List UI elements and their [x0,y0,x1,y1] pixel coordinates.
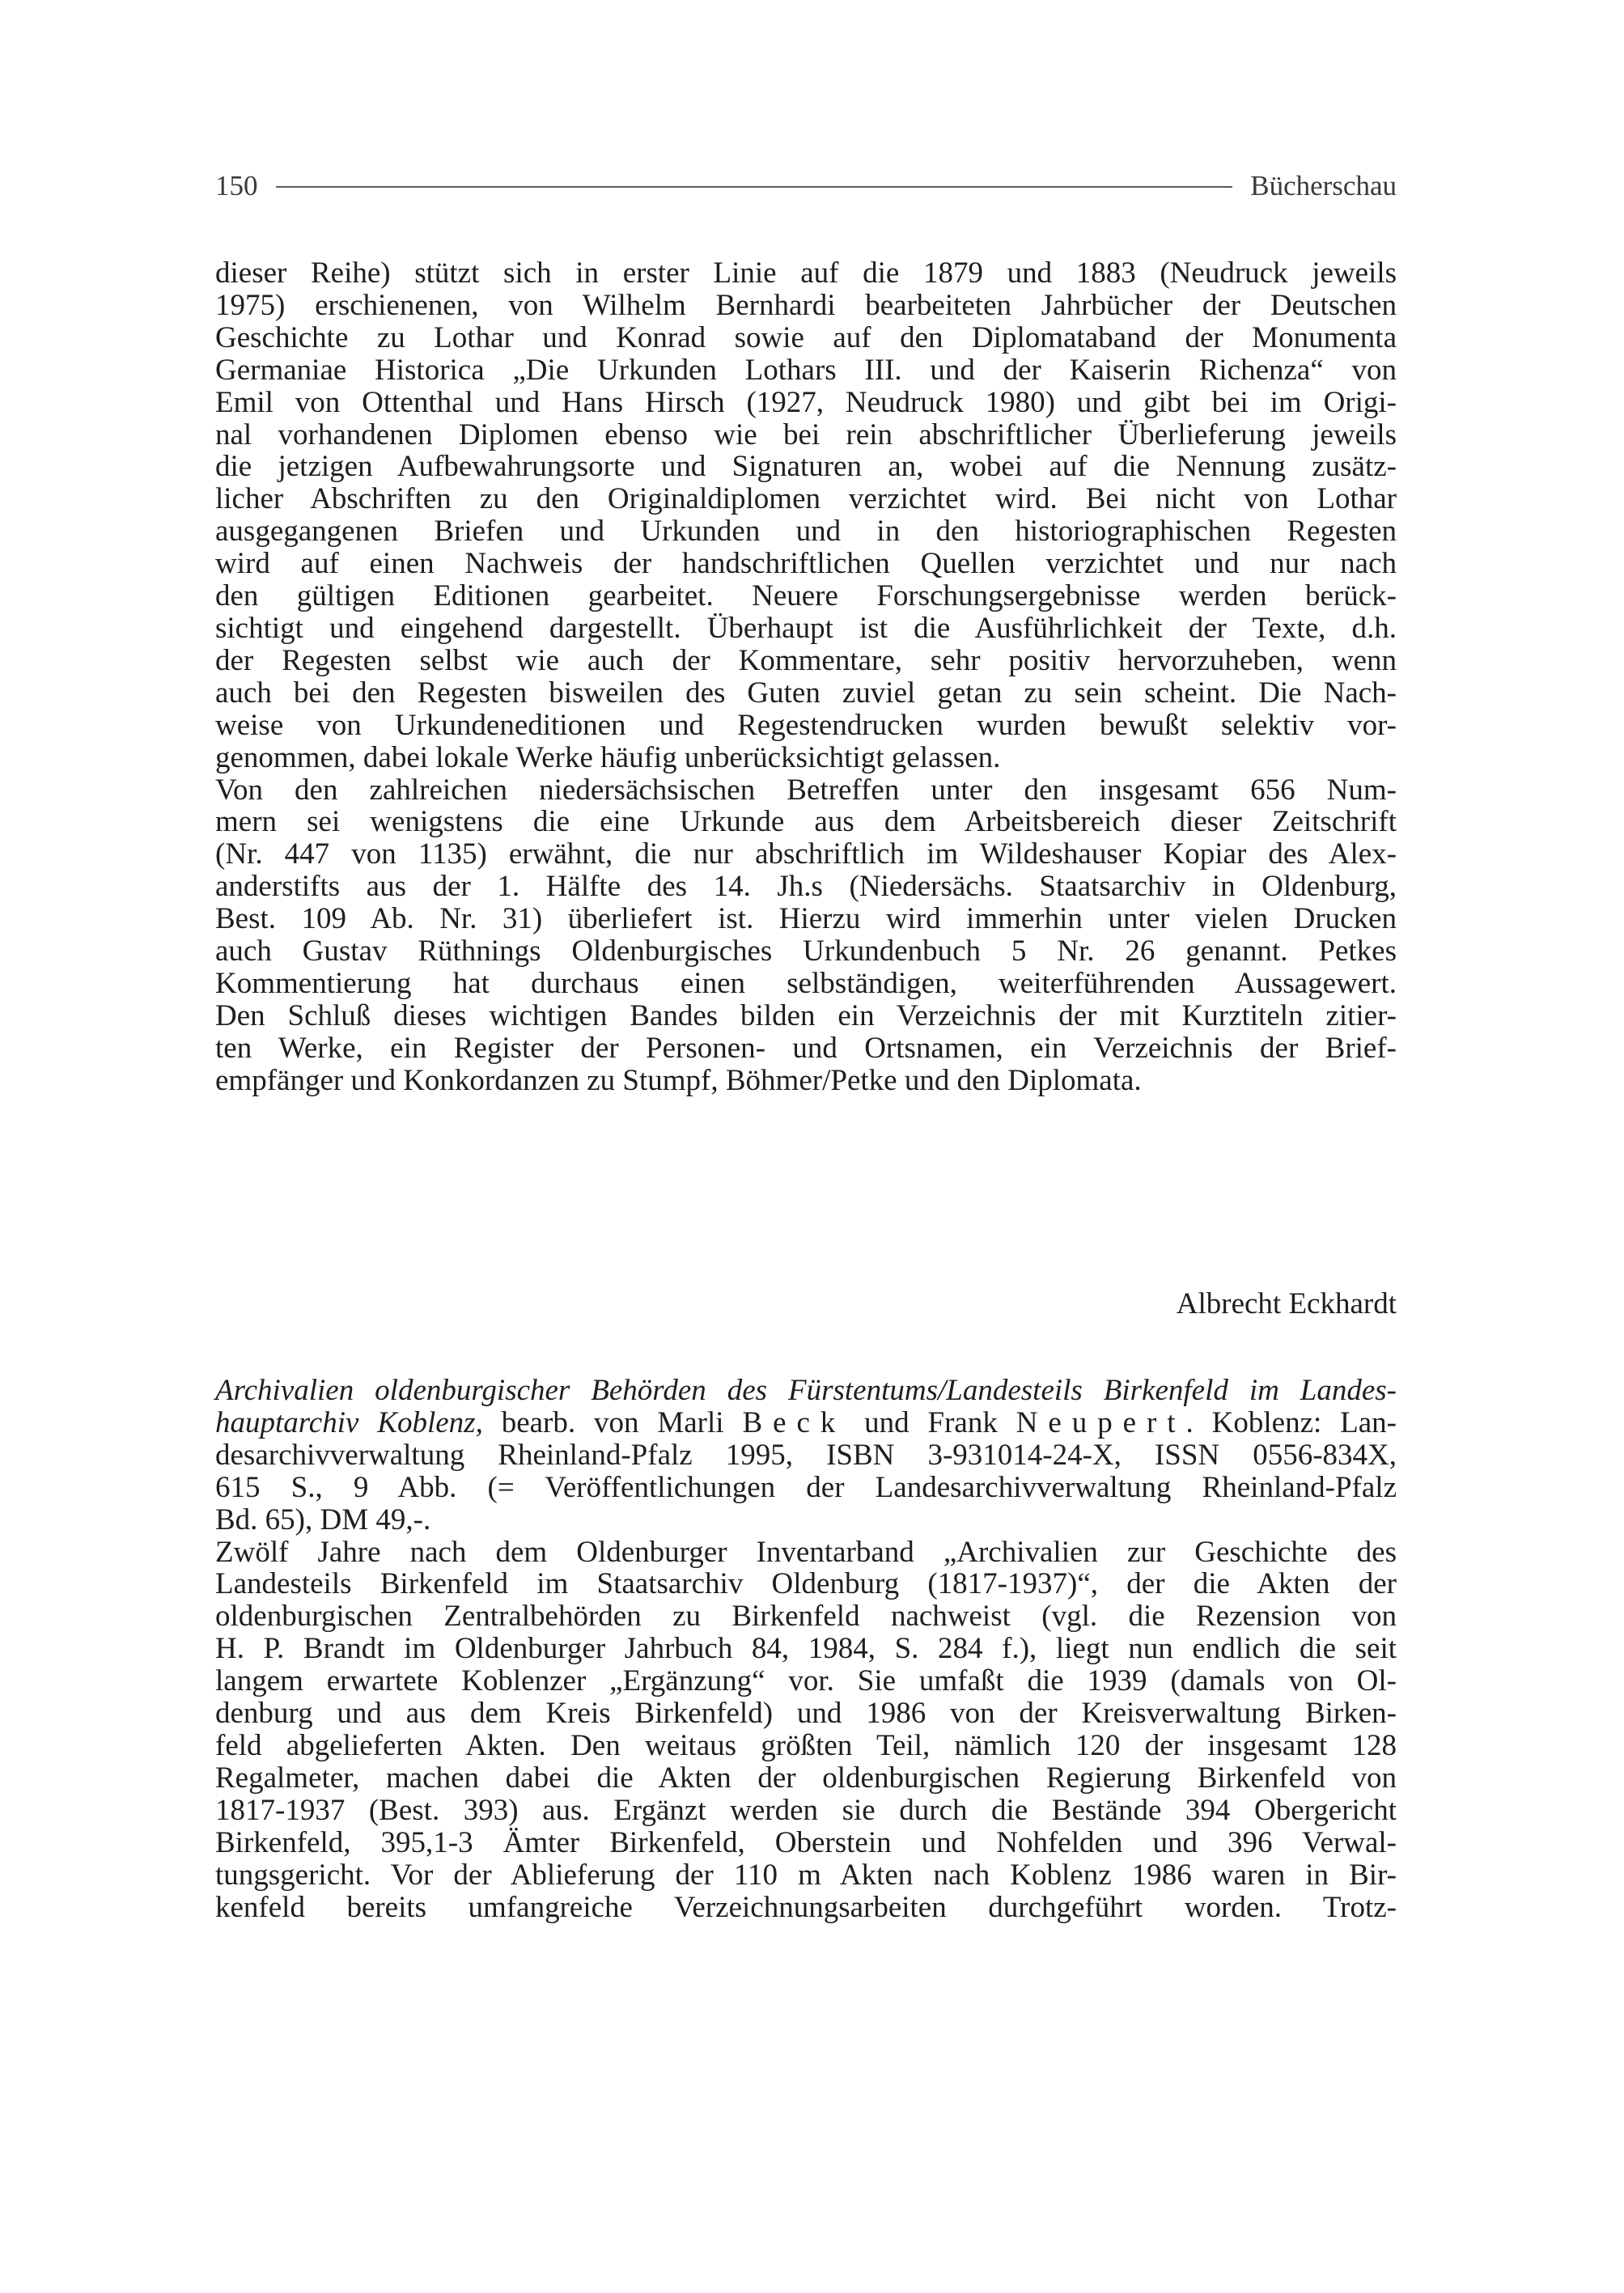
page-number: 150 [215,170,258,201]
review-line: Geschichte zu Lothar und Konrad sowie auf den Diplomataband der Monumenta [215,320,1397,354]
review-line: Den Schluß dieses wichtigen Bandes bilden ein Verzeichnis der mit Kurztiteln zitier- [215,998,1397,1032]
review-line: 1817-1937 (Best. 393) aus. Ergänzt werden sie durch die Bestände 394 Obergericht [215,1793,1397,1827]
editor-surname-neupert: Neupert [1016,1405,1186,1439]
review-line: nal vorhandenen Diplomen ebenso wie bei rein abschriftlicher Überlieferung jeweils [215,417,1397,451]
reviewer-signature: Albrecht Eckhardt [1176,1287,1397,1320]
review-line: der Regesten selbst wie auch der Kommentare, sehr positiv hervorzuheben, wenn [215,643,1397,677]
review-line: Birkenfeld, 395,1-3 Ämter Birkenfeld, Oberstein und Nohfelden und 396 Verwal- [215,1825,1397,1859]
bibliographic-line: 615 S., 9 Abb. (= Veröffentlichungen der Landesarchivverwaltung Rheinland-Pfalz [215,1470,1397,1504]
publisher-prefix: . Koblenz: Lan- [1185,1405,1397,1439]
review-line: sichtigt und eingehend dargestellt. Überhaupt ist die Ausführlichkeit der Texte, d.h. [215,611,1397,645]
review-line: mern sei wenigstens die eine Urkunde aus dem Arbeitsbereich dieser Zeitschrift [215,805,1397,839]
bibliographic-line: desarchivverwaltung Rheinland-Pfalz 1995, ISBN 3-931014-24-X, ISSN 0556-834X, [215,1438,1397,1472]
book-title-italic: hauptarchiv Koblenz, [215,1405,483,1439]
editor-surname-beck: Beck [742,1405,846,1439]
review-line: Germaniae Historica „Die Urkunden Lothars III. und der Kaiserin Richenza“ von [215,353,1397,387]
review-line: weise von Urkundeneditionen und Regestendrucken wurden bewußt selektiv vor- [215,708,1397,742]
review-line: Landesteils Birkenfeld im Staatsarchiv Oldenburg (1817-1937)“, der die Akten der [215,1567,1397,1601]
review-line: wird auf einen Nachweis der handschriftlichen Quellen verzichtet und nur nach [215,547,1397,581]
review-line: licher Abschriften zu den Originaldiplomen verzichtet wird. Bei nicht von Lothar [215,482,1397,516]
review-line: auch Gustav Rüthnings Oldenburgisches Urkundenbuch 5 Nr. 26 genannt. Petkes [215,935,1397,968]
review-line: Von den zahlreichen niedersächsischen Betreffen unter den insgesamt 656 Num- [215,773,1397,807]
editor-prefix: bearb. von Marli [482,1405,743,1439]
section-title: Bücherschau [1250,170,1397,201]
review-continuation-text [215,257,1397,1097]
review-line: den gültigen Editionen gearbeitet. Neuere Forschungsergebnisse werden berück- [215,579,1397,613]
review-line: Best. 109 Ab. Nr. 31) überliefert ist. Hierzu wird immerhin unter vielen Drucken [215,902,1397,936]
editor-conjunction: und Frank [846,1405,1016,1439]
review-line: H. P. Brandt im Oldenburger Jahrbuch 84, 1984, S. 284 f.), liegt nun endlich die seit [215,1632,1397,1666]
bibliographic-line: Bd. 65), DM 49,-. [215,1503,431,1536]
review-line: kenfeld bereits umfangreiche Verzeichnungsarbeiten durchgeführt worden. Trotz- [215,1890,1397,1924]
review-line: feld abgelieferten Akten. Den weitaus größten Teil, nämlich 120 der insgesamt 128 [215,1728,1397,1762]
review-line: Zwölf Jahre nach dem Oldenburger Inventarband „Archivalien zur Geschichte des [215,1535,1397,1569]
review-line: (Nr. 447 von 1135) erwähnt, die nur abschriftlich im Wildeshauser Kopiar des Alex- [215,837,1397,871]
review-line: empfänger und Konkordanzen zu Stumpf, Böhmer/Petke und den Diplomata. [215,1063,1142,1097]
review-line: 1975) erschienenen, von Wilhelm Bernhardi bearbeiteten Jahrbücher der Deutschen [215,288,1397,322]
review-line: auch bei den Regesten bisweilen des Guten zuviel getan zu sein scheint. Die Nach- [215,676,1397,710]
review-line: ten Werke, ein Register der Personen- und Ortsnamen, ein Verzeichnis der Brief- [215,1031,1397,1065]
review-entry [215,1375,1397,1923]
header-rule [276,186,1233,188]
review-line: anderstifts aus der 1. Hälfte des 14. Jh.s (Niedersächs. Staatsarchiv in Oldenburg, [215,870,1397,904]
review-line: dieser Reihe) stützt sich in erster Linie auf die 1879 und 1883 (Neudruck jeweils [215,256,1397,290]
book-title-line: Archivalien oldenburgischer Behörden des Fürstentums/Landesteils Birkenfeld im Landes- [215,1374,1397,1407]
review-line: Regalmeter, machen dabei die Akten der oldenburgischen Regierung Birkenfeld von [215,1761,1397,1795]
review-line: Kommentierung hat durchaus einen selbständigen, weiterführenden Aussagewert. [215,966,1397,1000]
review-line: oldenburgischen Zentralbehörden zu Birkenfeld nachweist (vgl. die Rezension von [215,1600,1397,1634]
review-line: die jetzigen Aufbewahrungsorte und Signaturen an, wobei auf die Nennung zusätz- [215,450,1397,484]
review-line: denburg und aus dem Kreis Birkenfeld) und 1986 von der Kreisverwaltung Birken- [215,1697,1397,1731]
running-header [215,166,1397,206]
review-line: langem erwartete Koblenzer „Ergänzung“ vor. Sie umfaßt die 1939 (damals von Ol- [215,1664,1397,1698]
review-line: tungsgericht. Vor der Ablieferung der 110 m Akten nach Koblenz 1986 waren in Bir- [215,1858,1397,1892]
review-line: Emil von Ottenthal und Hans Hirsch (1927, Neudruck 1980) und gibt bei im Origi- [215,385,1397,419]
review-line: genommen, dabei lokale Werke häufig unberücksichtigt gelassen. [215,740,1001,774]
review-line: ausgegangenen Briefen und Urkunden und in den historiographischen Regesten [215,515,1397,549]
book-title-line-2 [215,1407,1397,1439]
